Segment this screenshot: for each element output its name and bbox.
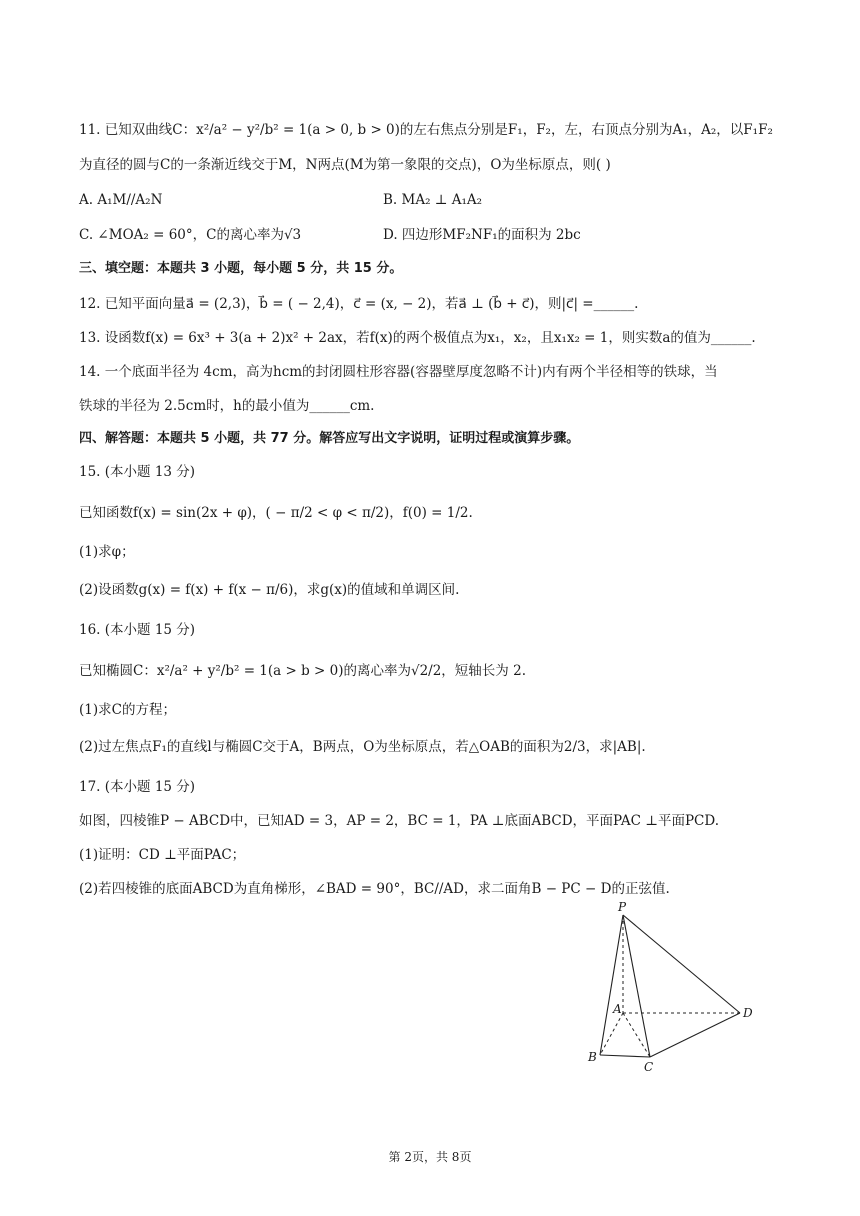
section-3-heading: 三、填空题：本题共 3 小题，每小题 5 分，共 15 分。 <box>79 261 403 276</box>
q11-line2: 为直径的圆与C的一条渐近线交于M，N两点(M为第一象限的交点)，O为坐标原点，则( ) <box>79 157 611 173</box>
label-d: D <box>743 1006 753 1020</box>
edge-pb <box>600 915 623 1055</box>
label-p: P <box>618 900 627 914</box>
page-footer: 第 2页，共 8页 <box>388 1150 472 1164</box>
q16-part2: (2)过左焦点F₁的直线l与椭圆C交于A，B两点，O为坐标原点，若△OAB的面积为2/3，求|AB|. <box>79 739 646 755</box>
q11-option-c: C. ∠MOA₂ = 60°，C的离心率为√3 <box>79 227 302 243</box>
q17-title: 17. (本小题 15 分) <box>79 779 196 795</box>
q16-stem: 已知椭圆C：x²/a² + y²/b² = 1(a > b > 0)的离心率为√2/2，短轴长为 2. <box>79 663 526 679</box>
pyramid-figure <box>578 895 768 1080</box>
q16-part1: (1)求C的方程； <box>79 702 176 718</box>
q15-stem: 已知函数f(x) = sin(2x + φ)，( − π/2 < φ < π/2)，f(0) = 1/2. <box>79 505 473 521</box>
q12: 12. 已知平面向量a⃗ = (2,3)，b⃗ = ( − 2,4)，c⃗ = (x, − 2)，若a⃗ ⊥ (b⃗ + c⃗)，则|c⃗| =______. <box>79 296 639 312</box>
q16-title: 16. (本小题 15 分) <box>79 622 196 638</box>
q14-line2: 铁球的半径为 2.5cm时，h的最小值为______cm. <box>79 398 375 414</box>
q17-part2: (2)若四棱锥的底面ABCD为直角梯形，∠BAD = 90°，BC//AD，求二面角B − PC − D的正弦值. <box>79 881 670 897</box>
q14-line1: 14. 一个底面半径为 4cm，高为hcm的封闭圆柱形容器(容器壁厚度忽略不计)内有两个半径相等的铁球，当 <box>79 364 718 380</box>
q17-stem: 如图，四棱锥P − ABCD中，已知AD = 3，AP = 2，BC = 1，PA ⊥底面ABCD，平面PAC ⊥平面PCD. <box>79 813 720 829</box>
q15-part2: (2)设函数g(x) = f(x) + f(x − π/6)，求g(x)的值域和单调区间. <box>79 582 460 598</box>
edge-pd <box>623 915 740 1013</box>
q11-option-a: A. A₁M//A₂N <box>79 192 163 208</box>
edge-cd <box>650 1013 740 1057</box>
label-a: A <box>613 1002 622 1016</box>
edge-bc <box>600 1055 650 1057</box>
q11-option-d: D. 四边形MF₂NF₁的面积为 2bc <box>383 227 581 243</box>
section-4-heading: 四、解答题：本题共 5 小题，共 77 分。解答应写出文字说明，证明过程或演算步骤。 <box>79 431 580 446</box>
q15-title: 15. (本小题 13 分) <box>79 464 196 480</box>
q15-part1: (1)求φ； <box>79 544 135 560</box>
q13: 13. 设函数f(x) = 6x³ + 3(a + 2)x² + 2ax，若f(x)的两个极值点为x₁，x₂，且x₁x₂ = 1，则实数a的值为______. <box>79 330 756 346</box>
label-c: C <box>644 1060 654 1074</box>
q11-option-b: B. MA₂ ⊥ A₁A₂ <box>383 192 483 208</box>
label-b: B <box>588 1050 597 1064</box>
q17-part1: (1)证明：CD ⊥平面PAC； <box>79 847 246 863</box>
q11-line1: 11. 已知双曲线C：x²/a² − y²/b² = 1(a > 0, b > 0)的左右焦点分别是F₁，F₂，左，右顶点分别为A₁，A₂，以F₁F₂ <box>79 122 773 138</box>
